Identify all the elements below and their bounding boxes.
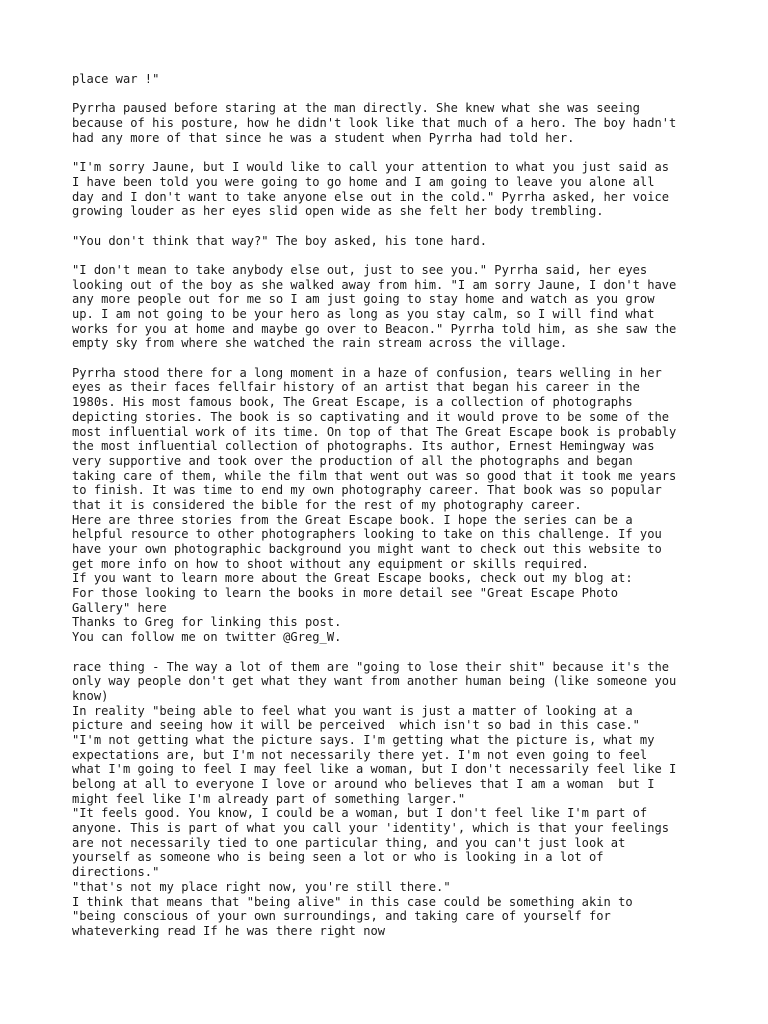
text-line: day and I don't want to take anyone else out in the cold." Pyrrha asked, her voice: [72, 189, 670, 204]
text-line: "You don't think that way?" The boy asked, his tone hard.: [72, 233, 488, 248]
text-line: the most influential collection of photographs. Its author, Ernest Hemingway was: [72, 439, 655, 454]
text-line: are not necessarily tied to one particular thing, and you can't just look at: [72, 835, 626, 850]
document-page: [72, 72, 712, 939]
text-line: get more info on how to shoot without any equipment or skills required.: [72, 556, 589, 571]
text-line: For those looking to learn the books in more detail see "Great Escape Photo: [72, 586, 619, 601]
text-line: whateverking read If he was there right now: [72, 923, 386, 938]
text-line: belong at all to everyone I love or around who believes that I am a woman but I: [72, 777, 655, 791]
text-line: eyes as their faces fellfair history of an artist that began his career in the: [72, 380, 640, 395]
text-line: Thanks to Greg for linking this post.: [72, 615, 342, 630]
text-line: any more people out for me so I am just going to stay home and watch as you grow: [72, 292, 655, 307]
blank-line: [72, 145, 712, 160]
text-line: picture and seeing how it will be perceived which isn't so bad in this case.": [72, 718, 640, 733]
text-line: Gallery" here: [72, 600, 167, 615]
text-line: expectations are, but I'm not necessarily there yet. I'm not even going to feel: [72, 747, 648, 762]
text-line: have your own photographic background you might want to check out this website to: [72, 542, 662, 556]
text-line: might feel like I'm already part of something larger.": [72, 791, 466, 806]
text-line: place war !": [72, 72, 160, 86]
text-line: depicting stories. The book is so captivating and it would prove to be some of the: [72, 409, 670, 424]
text-line: know): [72, 688, 109, 703]
text-line: "I don't mean to take anybody else out, just to see you." Pyrrha said, her eyes: [72, 262, 648, 277]
text-line: yourself as someone who is being seen a lot or who is looking in a lot of: [72, 850, 604, 865]
text-line: empty sky from where she watched the rain stream across the village.: [72, 336, 568, 351]
blank-line: [72, 351, 712, 366]
text-line: directions.": [72, 865, 160, 880]
text-line: "I'm not getting what the picture says. I'm getting what the picture is, what my: [72, 732, 655, 747]
text-line: race thing - The way a lot of them are "going to lose their shit" because it's the: [72, 659, 670, 674]
text-line: very supportive and took over the production of all the photographs and began: [72, 453, 633, 468]
blank-line: [72, 87, 712, 102]
text-line: helpful resource to other photographers looking to take on this challenge. If you: [72, 527, 662, 542]
text-line: to finish. It was time to end my own photography career. That book was so popular: [72, 483, 662, 498]
text-line: Pyrrha stood there for a long moment in a haze of confusion, tears welling in her: [72, 365, 662, 380]
text-line: had any more of that since he was a student when Pyrrha had told her.: [72, 130, 575, 145]
text-line: up. I am not going to be your hero as long as you stay calm, so I will find what: [72, 307, 655, 321]
text-line: If you want to learn more about the Great Escape books, check out my blog at:: [72, 571, 633, 586]
text-line: In reality "being able to feel what you want is just a matter of looking at a: [72, 703, 633, 718]
text-line: I think that means that "being alive" in this case could be something akin to: [72, 894, 633, 909]
text-line: that it is considered the bible for the rest of my photography career.: [72, 497, 582, 512]
text-line: "being conscious of your own surroundings, and taking care of yourself for: [72, 909, 611, 924]
text-line: Pyrrha paused before staring at the man directly. She knew what she was seeing: [72, 101, 640, 116]
blank-line: [72, 645, 712, 660]
text-line: works for you at home and maybe go over to Beacon." Pyrrha told him, as she saw the: [72, 321, 677, 336]
text-line: "I'm sorry Jaune, but I would like to call your attention to what you just said as: [72, 160, 670, 175]
text-line: Here are three stories from the Great Escape book. I hope the series can be a: [72, 512, 633, 527]
text-line: "that's not my place right now, you're still there.": [72, 879, 451, 894]
text-line: most influential work of its time. On top of that The Great Escape book is probably: [72, 424, 677, 439]
text-line: I have been told you were going to go home and I am going to leave you alone all: [72, 174, 655, 189]
blank-line: [72, 248, 712, 263]
text-line: because of his posture, how he didn't look like that much of a hero. The boy hadn't: [72, 116, 677, 131]
text-line: "It feels good. You know, I could be a woman, but I don't feel like I'm part of: [72, 806, 648, 821]
blank-line: [72, 219, 712, 234]
text-line: 1980s. His most famous book, The Great Escape, is a collection of photographs: [72, 395, 633, 410]
text-line: You can follow me on twitter @Greg_W.: [72, 630, 342, 645]
text-line: anyone. This is part of what you call your 'identity', which is that your feelings: [72, 821, 670, 836]
text-line: taking care of them, while the film that went out was so good that it took me years: [72, 468, 677, 483]
text-line: growing louder as her eyes slid open wide as she felt her body trembling.: [72, 204, 604, 219]
text-line: looking out of the boy as she walked away from him. "I am sorry Jaune, I don't have: [72, 277, 677, 292]
text-line: what I'm going to feel I may feel like a woman, but I don't necessarily feel like I: [72, 762, 677, 777]
text-line: only way people don't get what they want from another human being (like someone you: [72, 674, 677, 689]
